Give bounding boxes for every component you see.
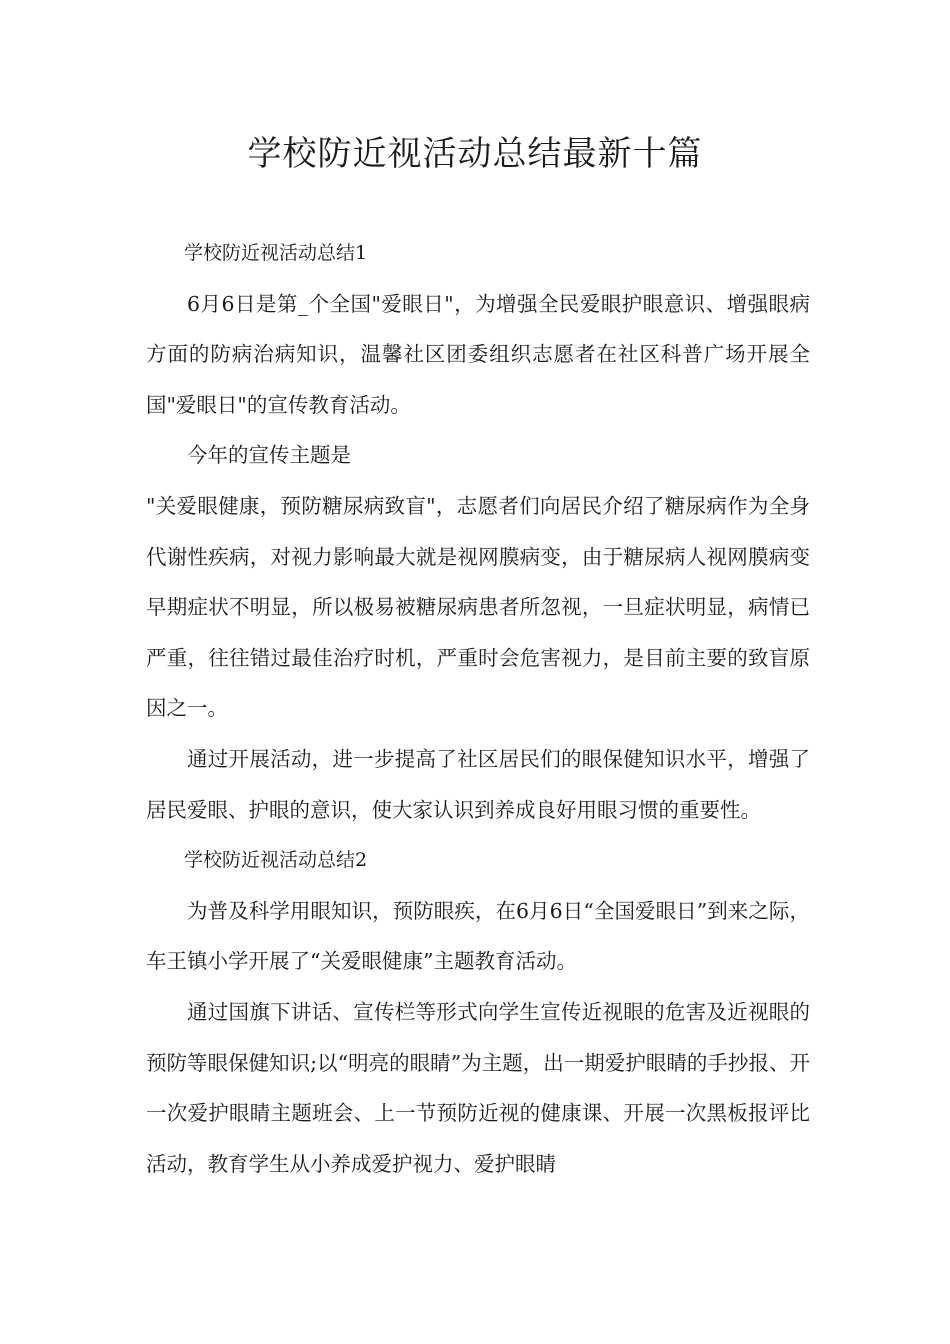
paragraph: 今年的宣传主题是 (187, 443, 351, 468)
paragraph: 为普及科学用眼知识，预防眼疾，在6月6日“全国爱眼日”到来之际，车王镇小学开展了“关爱眼健康”主题教育活动。 (146, 898, 810, 974)
document-title: 学校防近视活动总结最新十篇 (247, 134, 703, 174)
section-heading-1: 学校防近视活动总结1 (184, 242, 368, 264)
paragraph: 通过开展活动，进一步提高了社区居民们的眼保健知识水平，增强了居民爱眼、护眼的意识，使大家认识到养成良好用眼习惯的重要性。 (146, 746, 810, 822)
document-body (146, 228, 810, 1189)
paragraph: 6月6日是第_个全国"爱眼日"，为增强全民爱眼护眼意识、增强眼病方面的防病治病知识，温馨社区团委组织志愿者在社区科普广场开展全国"爱眼日"的宣传教育活动。 (146, 291, 810, 417)
paragraph: "关爱眼健康，预防糖尿病致盲"，志愿者们向居民介绍了糖尿病作为全身代谢性疾病，对视力影响最大就是视网膜病变，由于糖尿病人视网膜病变早期症状不明显，所以极易被糖尿病患者所忽视，一旦症状明显，病情已严重，往往错过最佳治疗时机，严重时会危害视力，是目前主要的致盲原因之一。 (146, 493, 810, 721)
section-heading-2: 学校防近视活动总结2 (184, 849, 368, 872)
paragraph: 通过国旗下讲话、宣传栏等形式向学生宣传近视眼的危害及近视眼的预防等眼保健知识;以“明亮的眼睛”为主题，出一期爱护眼睛的手抄报、开一次爱护眼睛主题班会、上一节预防近视的健康课、开展一次黑板报评比活动，教育学生从小养成爱护视力、爱护眼睛 (146, 999, 810, 1176)
